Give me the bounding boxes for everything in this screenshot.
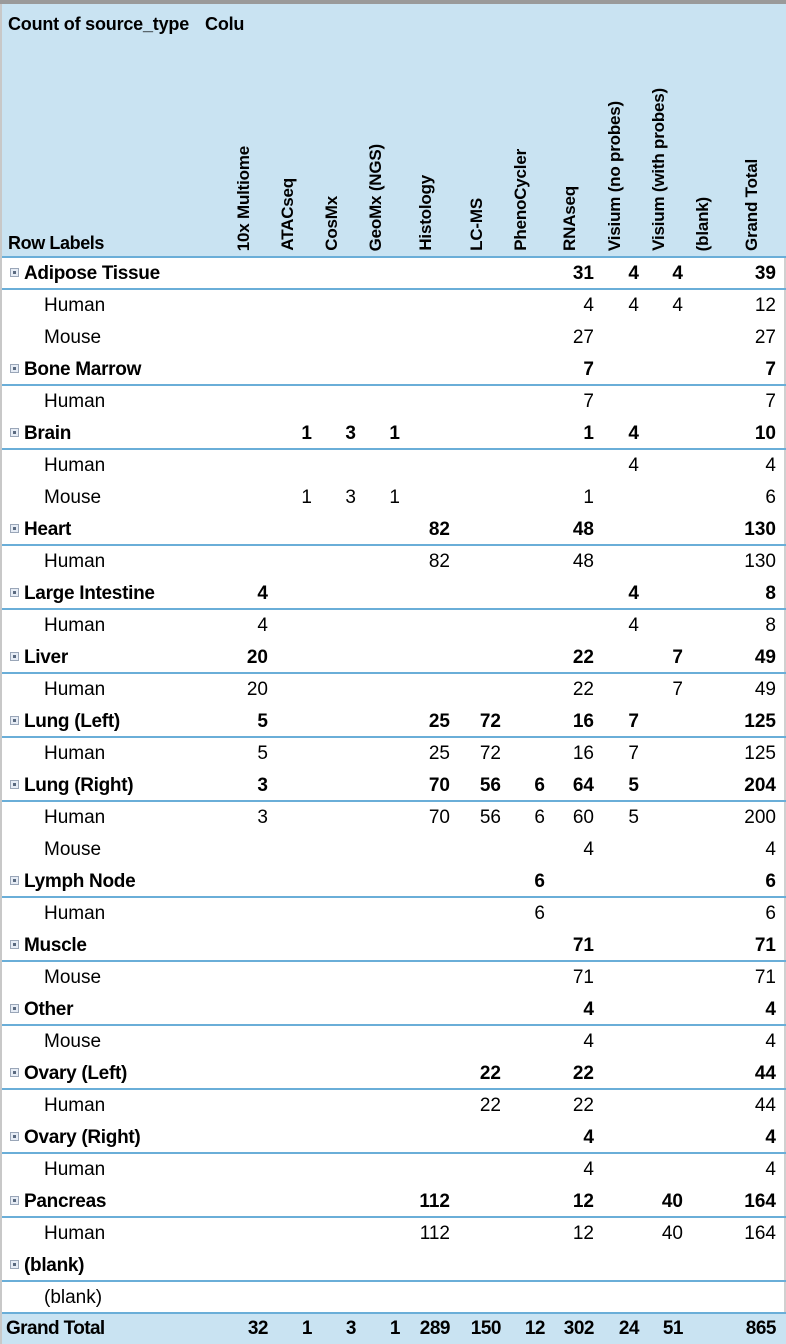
value-cell[interactable]: 22 [479,1063,501,1084]
row-label[interactable]: Human [44,391,106,412]
value-cell[interactable]: 70 [428,775,450,796]
value-cell[interactable]: 4 [765,455,776,476]
value-cell[interactable]: 82 [428,551,450,572]
value-cell[interactable]: 6 [765,487,776,508]
value-cell[interactable]: 1 [301,423,312,444]
value-cell[interactable]: 71 [572,967,594,988]
value-cell[interactable]: 125 [744,711,776,732]
row-label[interactable]: Human [44,455,106,476]
value-cell[interactable]: 12 [572,1223,594,1244]
column-header[interactable]: (blank) [693,196,712,251]
value-cell[interactable]: 4 [583,1159,594,1180]
value-cell[interactable]: 4 [583,1127,594,1148]
group-row [2,642,786,674]
value-cell[interactable]: 1 [389,487,400,508]
value-cell[interactable]: 6 [534,775,545,796]
column-header[interactable]: Visium (no probes) [605,100,624,251]
grand-total-cell[interactable]: 3 [345,1318,356,1339]
group-row [2,1250,786,1282]
collapse-icon[interactable] [10,588,19,597]
value-cell[interactable]: 4 [672,263,683,284]
collapse-icon[interactable] [10,876,19,885]
row-label[interactable]: Human [44,679,106,700]
value-cell[interactable]: 4 [628,615,639,636]
table-row [2,290,786,322]
pivot-header [2,4,786,257]
group-row [2,258,786,290]
grand-total-cell[interactable]: 12 [524,1318,545,1339]
group-row [2,706,786,738]
value-cell[interactable]: 130 [744,519,776,540]
value-cell[interactable]: 3 [345,423,356,444]
column-header[interactable]: Grand Total [742,159,761,251]
value-cell[interactable]: 1 [583,487,594,508]
value-cell[interactable]: 8 [765,615,776,636]
collapse-icon[interactable] [10,780,19,789]
grand-total-label[interactable]: Grand Total [6,1318,105,1339]
collapse-icon[interactable] [10,1260,19,1269]
value-cell[interactable]: 5 [257,711,268,732]
value-cell[interactable]: 4 [628,295,639,316]
column-header[interactable]: 10x Multiome [234,145,253,251]
row-label[interactable]: Liver [24,647,68,668]
table-row [2,834,786,866]
value-cell[interactable]: 1 [301,487,312,508]
group-row [2,930,786,962]
value-cell[interactable]: 70 [428,807,450,828]
table-row [2,450,786,482]
value-cell[interactable]: 4 [628,423,639,444]
value-cell[interactable]: 20 [246,679,268,700]
value-field-label[interactable]: Count of source_type [8,14,190,34]
row-label[interactable]: Human [44,807,106,828]
collapse-icon[interactable] [10,524,19,533]
value-cell[interactable]: 48 [572,551,594,572]
group-row [2,1186,786,1218]
row-label[interactable]: Mouse [44,327,102,348]
collapse-icon[interactable] [10,716,19,725]
value-cell[interactable]: 27 [754,327,776,348]
value-cell[interactable]: 64 [572,775,594,796]
value-cell[interactable]: 3 [257,775,268,796]
value-cell[interactable]: 40 [661,1223,683,1244]
value-cell[interactable]: 49 [754,679,776,700]
collapse-icon[interactable] [10,1004,19,1013]
table-row [2,962,786,994]
row-label[interactable]: Human [44,615,106,636]
row-label[interactable]: (blank) [24,1255,85,1276]
group-row [2,578,786,610]
row-label[interactable]: Muscle [24,935,87,956]
value-cell[interactable]: 27 [572,327,594,348]
value-cell[interactable]: 8 [765,583,776,604]
value-cell[interactable]: 6 [765,903,776,924]
row-label[interactable]: Human [44,743,106,764]
value-cell[interactable]: 164 [744,1191,776,1212]
value-cell[interactable]: 7 [672,647,683,668]
value-cell[interactable]: 25 [428,711,450,732]
value-cell[interactable]: 112 [419,1191,450,1212]
grand-total-cell[interactable]: 302 [563,1318,594,1339]
row-label[interactable]: Brain [24,423,72,444]
row-label[interactable]: Bone Marrow [24,359,142,380]
grand-total-row [2,1314,786,1344]
column-labels-header[interactable]: Colu [205,14,245,34]
column-header[interactable]: RNAseq [560,186,579,251]
row-label[interactable]: Human [44,295,106,316]
row-label[interactable]: Lymph Node [24,871,136,892]
table-row [2,322,786,354]
value-cell[interactable]: 20 [246,647,268,668]
collapse-icon[interactable] [10,1132,19,1141]
value-cell[interactable]: 3 [257,807,268,828]
grand-total-cell[interactable]: 51 [662,1318,683,1339]
column-header[interactable]: CosMx [322,196,341,251]
value-cell[interactable]: 39 [754,263,776,284]
table-row [2,386,786,418]
value-cell[interactable]: 7 [628,743,639,764]
collapse-icon[interactable] [10,364,19,373]
row-label[interactable]: Ovary (Right) [24,1127,141,1148]
column-header[interactable]: ATACseq [278,178,297,251]
column-header[interactable]: LC-MS [467,198,486,251]
value-cell[interactable]: 4 [583,295,594,316]
value-cell[interactable]: 1 [583,423,594,444]
value-cell[interactable]: 4 [628,455,639,476]
value-cell[interactable]: 4 [628,263,639,284]
row-label[interactable]: Human [44,1223,106,1244]
value-cell[interactable]: 6 [534,807,545,828]
value-cell[interactable]: 40 [661,1191,683,1212]
value-cell[interactable]: 5 [257,743,268,764]
grand-total-cell[interactable]: 150 [470,1318,501,1339]
table-row [2,674,786,706]
value-cell[interactable]: 49 [754,647,776,668]
value-cell[interactable]: 4 [765,839,776,860]
row-label[interactable]: Mouse [44,967,102,988]
table-row [2,1090,786,1122]
value-cell[interactable]: 6 [765,871,776,892]
row-label[interactable]: Ovary (Left) [24,1063,128,1084]
value-cell[interactable]: 4 [583,999,594,1020]
group-row [2,514,786,546]
value-cell[interactable]: 7 [583,391,594,412]
value-cell[interactable]: 7 [765,391,776,412]
value-cell[interactable]: 56 [479,807,501,828]
pivot-title [8,14,260,35]
table-row [2,1154,786,1186]
row-label[interactable]: Human [44,551,106,572]
grand-total-cell[interactable]: 24 [618,1318,639,1339]
value-cell[interactable]: 4 [583,839,594,860]
collapse-icon[interactable] [10,1068,19,1077]
value-cell[interactable]: 3 [345,487,356,508]
table-row [2,1282,786,1314]
table-row [2,546,786,578]
value-cell[interactable]: 25 [428,743,450,764]
row-label[interactable]: Human [44,903,106,924]
collapse-icon[interactable] [10,428,19,437]
value-cell[interactable]: 44 [754,1095,776,1116]
collapse-icon[interactable] [10,652,19,661]
collapse-icon[interactable] [10,268,19,277]
row-label[interactable]: Pancreas [24,1191,107,1212]
value-cell[interactable]: 7 [628,711,639,732]
group-row [2,994,786,1026]
column-header[interactable]: PhenoCycler [511,149,530,251]
value-cell[interactable]: 204 [744,775,776,796]
value-cell[interactable]: 7 [765,359,776,380]
row-label[interactable]: Lung (Left) [24,711,120,732]
table-row [2,610,786,642]
row-label[interactable]: Other [24,999,74,1020]
row-label[interactable]: Mouse [44,487,102,508]
value-cell[interactable]: 22 [572,679,594,700]
grand-total-cell[interactable]: 32 [247,1318,268,1339]
group-row [2,418,786,450]
row-label[interactable]: Adipose Tissue [24,263,160,284]
collapse-icon[interactable] [10,940,19,949]
grand-total-cell[interactable]: 865 [745,1318,776,1339]
group-row [2,866,786,898]
grand-total-cell[interactable]: 1 [301,1318,312,1339]
value-cell[interactable]: 22 [479,1095,501,1116]
value-cell[interactable]: 22 [572,1063,594,1084]
value-cell[interactable]: 5 [628,807,639,828]
grand-total-cell[interactable]: 1 [389,1318,400,1339]
value-cell[interactable]: 44 [754,1063,776,1084]
table-row [2,1026,786,1058]
value-cell[interactable]: 71 [754,935,776,956]
group-row [2,1122,786,1154]
value-cell[interactable]: 200 [744,807,776,828]
value-cell[interactable]: 72 [479,743,501,764]
value-cell[interactable]: 7 [583,359,594,380]
column-header[interactable]: GeoMx (NGS) [366,143,385,251]
row-label[interactable]: Large Intestine [24,583,155,604]
value-cell[interactable]: 130 [744,551,776,572]
row-label[interactable]: (blank) [44,1287,103,1308]
table-row [2,898,786,930]
value-cell[interactable]: 10 [754,423,776,444]
value-cell[interactable]: 4 [583,1031,594,1052]
value-cell[interactable]: 5 [628,775,639,796]
value-cell[interactable]: 16 [572,743,594,764]
group-row [2,354,786,386]
table-row [2,802,786,834]
value-cell[interactable]: 22 [572,1095,594,1116]
value-cell[interactable]: 4 [628,583,639,604]
value-cell[interactable]: 12 [572,1191,594,1212]
value-cell[interactable]: 16 [572,711,594,732]
value-cell[interactable]: 31 [572,263,594,284]
value-cell[interactable]: 1 [389,423,400,444]
row-label[interactable]: Mouse [44,839,102,860]
row-label[interactable]: Human [44,1159,106,1180]
value-cell[interactable]: 6 [534,871,545,892]
column-header[interactable]: Visium (with probes) [649,88,668,251]
value-cell[interactable]: 6 [534,903,545,924]
value-cell[interactable]: 4 [765,1127,776,1148]
value-cell[interactable]: 82 [428,519,450,540]
value-cell[interactable]: 4 [672,295,683,316]
value-cell[interactable]: 56 [479,775,501,796]
row-label[interactable]: Human [44,1095,106,1116]
value-cell[interactable]: 112 [419,1223,450,1244]
row-label[interactable]: Lung (Right) [24,775,134,796]
table-row [2,1218,786,1250]
row-label[interactable]: Heart [24,519,72,540]
column-header[interactable]: Histology [416,175,435,251]
row-labels-header[interactable]: Row Labels [8,233,105,253]
grand-total-cell[interactable]: 289 [419,1318,450,1339]
value-cell[interactable]: 48 [572,519,594,540]
table-row [2,738,786,770]
value-cell[interactable]: 71 [572,935,594,956]
group-row [2,770,786,802]
row-label[interactable]: Mouse [44,1031,102,1052]
value-cell[interactable]: 125 [744,743,776,764]
value-cell[interactable]: 4 [257,583,268,604]
value-cell[interactable]: 4 [765,999,776,1020]
value-cell[interactable]: 7 [672,679,683,700]
value-cell[interactable]: 72 [479,711,501,732]
value-cell[interactable]: 22 [572,647,594,668]
group-row [2,1058,786,1090]
collapse-icon[interactable] [10,1196,19,1205]
value-cell[interactable]: 60 [572,807,594,828]
value-cell[interactable]: 4 [257,615,268,636]
table-row [2,482,786,514]
value-cell[interactable]: 12 [754,295,776,316]
value-cell[interactable]: 4 [765,1031,776,1052]
value-cell[interactable]: 71 [754,967,776,988]
value-cell[interactable]: 164 [744,1223,776,1244]
value-cell[interactable]: 4 [765,1159,776,1180]
